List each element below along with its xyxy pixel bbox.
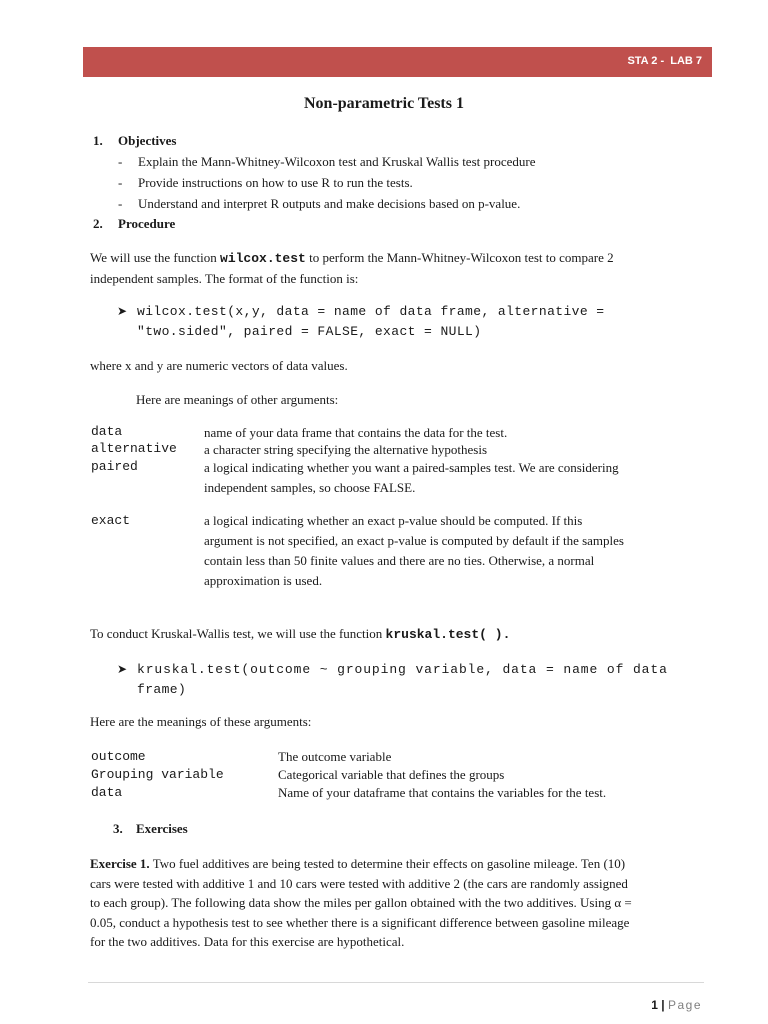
header-bar <box>83 47 712 77</box>
arg-desc: Categorical variable that defines the groups <box>278 767 505 782</box>
page-title: Non-parametric Tests 1 <box>304 95 464 112</box>
arg-desc: argument is not specified, an exact p-value is computed by default if the samples <box>204 533 624 548</box>
arg-desc: a logical indicating whether you want a paired-samples test. We are considering <box>204 460 619 475</box>
objectives-heading: Objectives <box>118 133 177 148</box>
arg-name: data <box>91 424 123 439</box>
kruskal-code-line: frame) <box>137 682 187 697</box>
exercises-number: 3. <box>113 821 123 836</box>
arg-name: exact <box>91 513 131 528</box>
procedure-heading: Procedure <box>118 216 176 231</box>
page-footer: 1 | Page <box>651 998 702 1012</box>
page-number: 1 <box>651 998 658 1012</box>
objective-item: - Understand and interpret R outputs and make decisions based on p-value. <box>118 196 521 211</box>
arg-name: outcome <box>91 749 146 764</box>
arg-name: paired <box>91 459 138 474</box>
objectives-number: 1. <box>93 133 103 148</box>
objective-item: - Explain the Mann-Whitney-Wilcoxon test and Kruskal Wallis test procedure <box>118 154 536 169</box>
wilcox-code-line: wilcox.test(x,y, data = name of data frame, alternative = <box>137 304 605 319</box>
arrow-bullet-icon: ➤ <box>117 662 128 676</box>
arg-desc: contain less than 50 finite values and there are no ties. Otherwise, a normal <box>204 553 595 568</box>
exercises-heading: Exercises <box>136 821 188 836</box>
where-text: where x and y are numeric vectors of data values. <box>90 358 348 373</box>
footer-divider <box>88 982 704 983</box>
arg-desc: approximation is used. <box>204 573 323 588</box>
arg-desc: The outcome variable <box>278 749 392 764</box>
arg-desc: a logical indicating whether an exact p-value should be computed. If this <box>204 513 583 528</box>
arg-desc: Name of your dataframe that contains the variables for the test. <box>278 785 607 800</box>
kruskal-intro: To conduct Kruskal-Wallis test, we will use the function kruskal.test( ). <box>90 626 511 642</box>
kruskal-code-line: kruskal.test(outcome ~ grouping variable, data = name of data <box>137 662 668 677</box>
exercise-1-text: Exercise 1. Two fuel additives are being tested to determine their effects on gasoline mileage. Ten (10) cars were tested with additive 1 and 10 cars were tested with additive 2 (the cars are randomly assigned to each group). The following data show the miles per gallon obtained with the two additives. Using α = 0.05, conduct a hypothesis test to see whether there is a significant difference between gasoline mileage for the two additives. Data for this exercise are hypothetical. <box>90 856 632 949</box>
procedure-intro: We will use the function wilcox.test to perform the Mann-Whitney-Wilcoxon test to compare 2 independent samples. The format of the function is: <box>90 250 614 286</box>
objective-item: - Provide instructions on how to use R to run the tests. <box>118 175 413 190</box>
page-label: Page <box>667 998 702 1012</box>
arg-name: data <box>91 785 123 800</box>
wilcox-code-line: "two.sided", paired = FALSE, exact = NULL) <box>137 324 482 339</box>
arg-desc: a character string specifying the alternative hypothesis <box>204 442 488 457</box>
arg-name: alternative <box>91 441 177 456</box>
arg-desc: name of your data frame that contains the data for the test. <box>204 425 508 440</box>
header-label: STA 2 - LAB 7 <box>627 55 702 67</box>
procedure-number: 2. <box>93 216 103 231</box>
arg-desc: independent samples, so choose FALSE. <box>204 480 416 495</box>
meanings-text: Here are meanings of other arguments: <box>136 392 339 407</box>
kruskal-meanings-text: Here are the meanings of these arguments: <box>90 714 312 729</box>
arrow-bullet-icon: ➤ <box>117 304 128 318</box>
arg-name: Grouping variable <box>91 767 224 782</box>
